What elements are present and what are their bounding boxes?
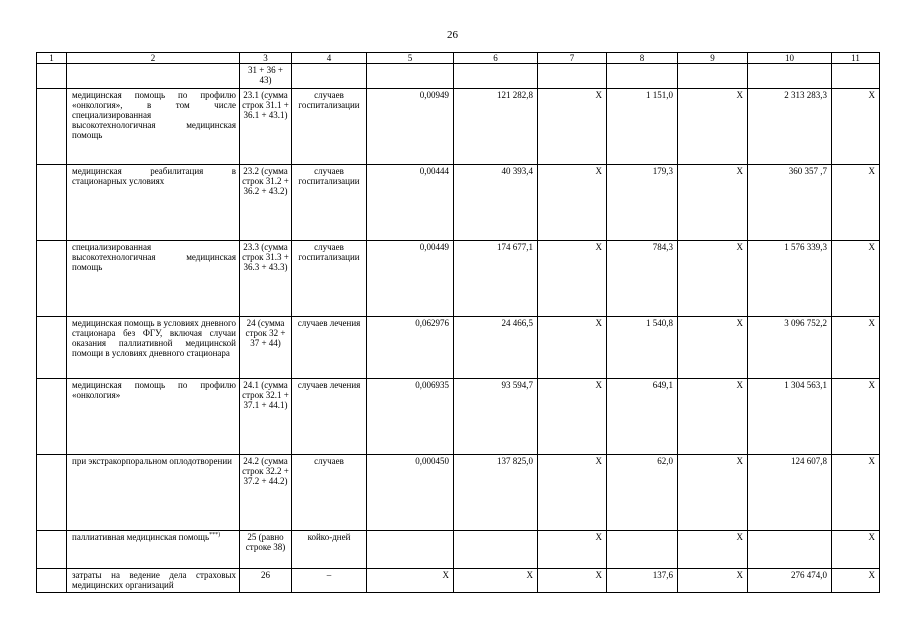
cell-description (67, 241, 240, 317)
cell-cost-norm (454, 165, 538, 241)
cell-line-number (240, 64, 292, 89)
cell-cost-norm (454, 64, 538, 89)
cell-col7 (538, 64, 607, 89)
cell-per-capita (607, 455, 678, 531)
cell-total-cost-text: 124 607,8 (791, 456, 827, 466)
cell-row-number (37, 455, 67, 531)
cell-col7-text: X (595, 532, 602, 542)
cell-unit-text: случаев (314, 456, 344, 466)
cell-per-capita-text: 137,6 (652, 570, 673, 580)
cell-line-number (240, 165, 292, 241)
cell-total-cost-text: 1 576 339,3 (784, 242, 827, 252)
cell-unit (292, 241, 367, 317)
cell-cost-norm (454, 455, 538, 531)
cell-description (67, 531, 240, 569)
cell-volume-norm-text: X (442, 570, 449, 580)
column-number-2: 2 (67, 53, 240, 64)
cell-col11 (832, 379, 880, 455)
cell-volume-norm-text: 0,006935 (415, 380, 449, 390)
cell-line-number (240, 531, 292, 569)
cell-line-number (240, 89, 292, 165)
cell-unit (292, 317, 367, 379)
cell-col9-text: X (736, 380, 743, 390)
cell-description-text: медицинская помощь в условиях дневного стационара без ФГУ, включая случаи оказания паллиативной медицинской помощи в условиях дневного стационара (72, 318, 236, 358)
column-number-11: 11 (832, 53, 880, 64)
column-number-10: 10 (748, 53, 832, 64)
cell-row-number (37, 317, 67, 379)
table-row (37, 89, 880, 165)
cell-description-text: специализированная высокотехнологичная медицинская помощь (72, 242, 236, 272)
cell-description-text: при экстракорпоральном оплодотворении (72, 456, 232, 466)
cell-unit-text: случаев госпитализации (298, 90, 360, 110)
cell-volume-norm (367, 241, 454, 317)
cell-unit-text: случаев лечения (297, 380, 361, 390)
cell-col9-text: X (736, 166, 743, 176)
column-number-1: 1 (37, 53, 67, 64)
cell-volume-norm (367, 531, 454, 569)
cell-row-number (37, 531, 67, 569)
cell-col11-text: X (868, 90, 875, 100)
cell-col7-text: X (595, 456, 602, 466)
cell-col7 (538, 317, 607, 379)
cell-cost-norm-text: 174 677,1 (497, 242, 533, 252)
cell-total-cost (748, 569, 832, 593)
cell-col7 (538, 379, 607, 455)
cell-col11-text: X (868, 242, 875, 252)
cell-per-capita (607, 379, 678, 455)
data-table (36, 52, 880, 593)
cell-total-cost (748, 165, 832, 241)
cell-volume-norm (367, 569, 454, 593)
cell-line-number-text: 26 (261, 570, 270, 580)
cell-line-number-text: 31 + 36 + 43) (248, 65, 283, 85)
cell-per-capita (607, 531, 678, 569)
cell-col11 (832, 165, 880, 241)
cell-unit-text: койко-дней (307, 532, 351, 542)
cell-col9-text: X (736, 90, 743, 100)
table-row (37, 379, 880, 455)
table-row (37, 455, 880, 531)
cell-col9 (678, 64, 748, 89)
cell-description (67, 569, 240, 593)
column-number-3: 3 (240, 53, 292, 64)
cell-description (67, 455, 240, 531)
cell-cost-norm-text: X (526, 570, 533, 580)
cell-line-number (240, 241, 292, 317)
cell-volume-norm (367, 455, 454, 531)
cell-col11 (832, 569, 880, 593)
cell-col7-text: X (595, 318, 602, 328)
column-number-7: 7 (538, 53, 607, 64)
cell-per-capita-text: 1 540,8 (646, 318, 673, 328)
cell-per-capita-text: 62,0 (657, 456, 673, 466)
cell-col9-text: X (736, 242, 743, 252)
cell-unit (292, 455, 367, 531)
cell-total-cost (748, 379, 832, 455)
cell-total-cost-text: 276 474,0 (791, 570, 827, 580)
cell-col11-text: X (868, 532, 875, 542)
cell-col9 (678, 241, 748, 317)
cell-row-number (37, 165, 67, 241)
cell-cost-norm (454, 379, 538, 455)
cell-col7-text: X (595, 90, 602, 100)
cell-col9 (678, 569, 748, 593)
cell-total-cost (748, 531, 832, 569)
cell-col7 (538, 569, 607, 593)
cell-col9 (678, 317, 748, 379)
column-number-9: 9 (678, 53, 748, 64)
cell-line-number-text: 24.2 (сумма строк 32.2 + 37.2 + 44.2) (242, 456, 289, 486)
cell-volume-norm (367, 379, 454, 455)
cell-line-number-text: 24.1 (сумма строк 32.1 + 37.1 + 44.1) (242, 380, 289, 410)
cell-line-number-text: 25 (равно строке 38) (245, 532, 286, 552)
cell-cost-norm-text: 137 825,0 (497, 456, 533, 466)
cell-description (67, 379, 240, 455)
table-row (37, 531, 880, 569)
cell-col11-text: X (868, 380, 875, 390)
cell-volume-norm-text: 0,00449 (419, 242, 449, 252)
cell-description-text: медицинская помощь по профилю «онкология» (72, 380, 236, 400)
cell-col9 (678, 165, 748, 241)
cell-per-capita (607, 241, 678, 317)
cell-description-text: затраты на ведение дела страховых медицинских организаций (72, 570, 236, 590)
column-number-8: 8 (607, 53, 678, 64)
cell-cost-norm (454, 241, 538, 317)
cell-row-number (37, 89, 67, 165)
cell-unit (292, 531, 367, 569)
cell-col11 (832, 455, 880, 531)
cell-col11 (832, 89, 880, 165)
cell-row-number (37, 241, 67, 317)
cell-total-cost (748, 89, 832, 165)
cell-line-number (240, 379, 292, 455)
cell-col9 (678, 379, 748, 455)
cell-cost-norm (454, 569, 538, 593)
table-row (37, 569, 880, 593)
cell-per-capita-text: 649,1 (652, 380, 673, 390)
cell-col7-text: X (595, 570, 602, 580)
cell-col11 (832, 317, 880, 379)
cell-unit (292, 165, 367, 241)
cell-row-number (37, 64, 67, 89)
cell-line-number-text: 23.1 (сумма строк 31.1 + 36.1 + 43.1) (242, 90, 289, 120)
cell-col9-text: X (736, 456, 743, 466)
cell-description-text: паллиативная медицинская помощь (72, 532, 210, 542)
column-number-4: 4 (292, 53, 367, 64)
cell-total-cost-text: 360 357 ,7 (788, 166, 827, 176)
cell-total-cost (748, 241, 832, 317)
cell-volume-norm-text: 0,000450 (415, 456, 449, 466)
cell-row-number (37, 379, 67, 455)
cell-per-capita (607, 317, 678, 379)
cell-description (67, 317, 240, 379)
cell-per-capita-text: 1 151,0 (646, 90, 673, 100)
cell-unit (292, 89, 367, 165)
cell-per-capita (607, 569, 678, 593)
cell-col11-text: X (868, 456, 875, 466)
table-row (37, 317, 880, 379)
cell-volume-norm (367, 165, 454, 241)
cell-col7-text: X (595, 380, 602, 390)
cell-cost-norm (454, 89, 538, 165)
cell-unit (292, 64, 367, 89)
cell-total-cost (748, 64, 832, 89)
cell-volume-norm-text: 0,062976 (415, 318, 449, 328)
cell-col9-text: X (736, 532, 743, 542)
cell-description-text: медицинская помощь по профилю «онкология», в том числе специализированная высокотехнологичная медицинская помощь (72, 90, 236, 140)
footnote-marker: ***) (209, 532, 221, 538)
cell-unit-text: случаев госпитализации (298, 242, 360, 262)
cell-unit-text: случаев госпитализации (298, 166, 360, 186)
cell-per-capita (607, 165, 678, 241)
cell-col11-text: X (868, 570, 875, 580)
cell-col9-text: X (736, 570, 743, 580)
cell-col11 (832, 241, 880, 317)
cell-col7 (538, 89, 607, 165)
cell-per-capita (607, 64, 678, 89)
cell-volume-norm (367, 89, 454, 165)
cell-cost-norm-text: 24 466,5 (501, 318, 533, 328)
table-row (37, 64, 880, 89)
cell-col7 (538, 455, 607, 531)
cell-volume-norm-text: 0,00949 (419, 90, 449, 100)
cell-total-cost (748, 455, 832, 531)
cell-line-number (240, 569, 292, 593)
cell-description-text: медицинская реабилитация в стационарных условиях (72, 166, 236, 186)
cell-col9-text: X (736, 318, 743, 328)
cell-line-number-text: 24 (сумма строк 32 + 37 + 44) (245, 318, 286, 348)
page-number: 26 (447, 29, 458, 41)
cell-col11-text: X (868, 318, 875, 328)
cell-col9 (678, 89, 748, 165)
cell-cost-norm-text: 121 282,8 (497, 90, 533, 100)
cell-cost-norm-text: 93 594,7 (501, 380, 533, 390)
cell-col7-text: X (595, 166, 602, 176)
cell-total-cost-text: 2 313 283,3 (784, 90, 827, 100)
cell-row-number (37, 569, 67, 593)
cell-col9 (678, 455, 748, 531)
cell-cost-norm (454, 317, 538, 379)
cell-cost-norm (454, 531, 538, 569)
cell-col7 (538, 165, 607, 241)
table-row (37, 165, 880, 241)
cell-description (67, 64, 240, 89)
cell-col11 (832, 531, 880, 569)
cell-per-capita-text: 179,3 (652, 166, 673, 176)
cell-line-number-text: 23.3 (сумма строк 31.3 + 36.3 + 43.3) (242, 242, 289, 272)
cell-per-capita-text: 784,3 (652, 242, 673, 252)
cell-total-cost-text: 3 096 752,2 (784, 318, 827, 328)
table-row (37, 241, 880, 317)
table-header-row (37, 53, 880, 64)
cell-col7 (538, 531, 607, 569)
cell-volume-norm-text: 0,00444 (419, 166, 449, 176)
cell-description (67, 165, 240, 241)
cell-col11 (832, 64, 880, 89)
cell-col7-text: X (595, 242, 602, 252)
cell-cost-norm-text: 40 393,4 (501, 166, 533, 176)
cell-line-number-text: 23.2 (сумма строк 31.2 + 36.2 + 43.2) (242, 166, 289, 196)
cell-total-cost-text: 1 304 563,1 (784, 380, 827, 390)
cell-unit-text: – (326, 570, 332, 580)
cell-volume-norm (367, 317, 454, 379)
cell-per-capita (607, 89, 678, 165)
cell-line-number (240, 455, 292, 531)
cell-col7 (538, 241, 607, 317)
column-number-6: 6 (454, 53, 538, 64)
cell-col9 (678, 531, 748, 569)
cell-description (67, 89, 240, 165)
cell-unit (292, 569, 367, 593)
cell-unit-text: случаев лечения (297, 318, 361, 328)
column-number-5: 5 (367, 53, 454, 64)
cell-total-cost (748, 317, 832, 379)
cell-line-number (240, 317, 292, 379)
cell-volume-norm (367, 64, 454, 89)
cell-unit (292, 379, 367, 455)
cell-col11-text: X (868, 166, 875, 176)
